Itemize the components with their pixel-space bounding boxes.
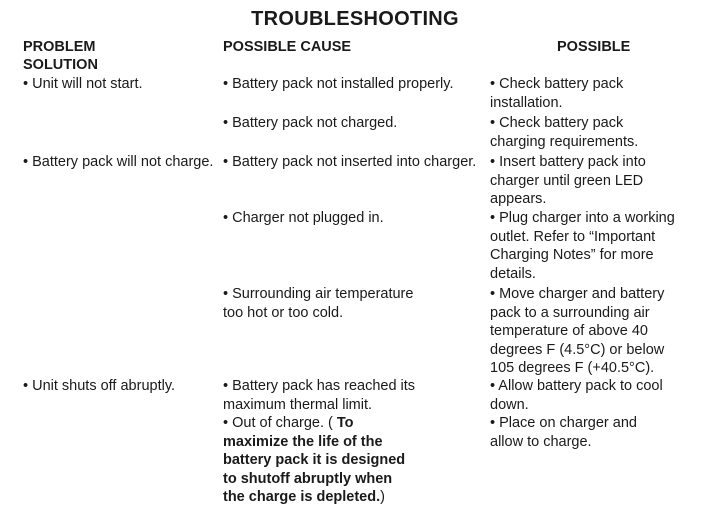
cause-bold-note: the charge is depleted. xyxy=(223,489,381,505)
cause-prefix: • Out of charge. ( xyxy=(223,415,337,431)
header-possible: POSSIBLE xyxy=(557,39,631,55)
solution-line: • Place on charger and xyxy=(490,415,637,431)
page-title: TROUBLESHOOTING xyxy=(251,8,459,30)
solution-line: • Plug charger into a working xyxy=(490,210,675,226)
cause-not-inserted: • Battery pack not inserted into charger. xyxy=(223,154,477,170)
cause-line: maximum thermal limit. xyxy=(223,396,373,413)
cause-line: • Surrounding air temperature xyxy=(223,286,414,302)
solution-check-charging xyxy=(490,114,638,151)
cause-thermal-limit xyxy=(223,377,415,414)
solution-line: • Insert battery pack into xyxy=(490,154,646,170)
cause-not-installed: • Battery pack not installed properly. xyxy=(223,76,454,92)
cause-suffix: ) xyxy=(380,489,385,505)
cause-air-temperature xyxy=(223,285,413,322)
solution-line: • Allow battery pack to cool xyxy=(490,378,663,394)
solution-line: • Check battery pack xyxy=(490,76,624,92)
solution-line: pack to a surrounding air xyxy=(490,304,650,321)
solution-line: details. xyxy=(490,265,536,282)
solution-line: outlet. Refer to “Important xyxy=(490,228,656,245)
solution-place-on-charger xyxy=(490,414,637,451)
solution-line: charger until green LED xyxy=(490,172,644,189)
solution-line: • Move charger and battery xyxy=(490,286,665,302)
header-possible-cause: POSSIBLE CAUSE xyxy=(223,39,352,55)
problem-will-not-charge: • Battery pack will not charge. xyxy=(23,154,214,170)
problem-shuts-off: • Unit shuts off abruptly. xyxy=(23,378,176,394)
solution-line: appears. xyxy=(490,191,547,207)
cause-bold-note: battery pack it is designed xyxy=(223,452,406,468)
cause-bold-note: To xyxy=(336,415,354,431)
solution-line: degrees F (4.5°C) or below xyxy=(490,341,665,358)
solution-line: allow to charge. xyxy=(490,433,592,450)
solution-line: 105 degrees F (+40.5°C). xyxy=(490,360,655,376)
header-solution: SOLUTION xyxy=(23,57,98,73)
cause-out-of-charge xyxy=(223,414,405,507)
solution-plug-charger xyxy=(490,209,675,283)
solution-check-installation xyxy=(490,75,623,112)
solution-move-charger xyxy=(490,285,664,378)
solution-line: • Check battery pack xyxy=(490,115,624,131)
cause-line xyxy=(223,414,405,433)
problem-unit-will-not-start: • Unit will not start. xyxy=(23,76,143,92)
cause-not-charged: • Battery pack not charged. xyxy=(223,115,398,131)
solution-allow-cool xyxy=(490,377,663,414)
cause-bold-note: maximize the life of the xyxy=(223,433,383,450)
solution-line: temperature of above 40 xyxy=(490,323,648,339)
solution-line: charging requirements. xyxy=(490,133,639,150)
solution-line: installation. xyxy=(490,94,563,111)
solution-insert-pack xyxy=(490,153,646,209)
cause-line: too hot or too cold. xyxy=(223,304,344,321)
cause-line: • Battery pack has reached its xyxy=(223,378,416,394)
cause-bold-note: to shutoff abruptly when xyxy=(223,470,393,487)
solution-line: Charging Notes” for more xyxy=(490,247,654,263)
header-problem: PROBLEM xyxy=(23,39,96,55)
cause-line xyxy=(223,488,405,507)
solution-line: down. xyxy=(490,396,529,413)
cause-not-plugged-in: • Charger not plugged in. xyxy=(223,210,384,226)
